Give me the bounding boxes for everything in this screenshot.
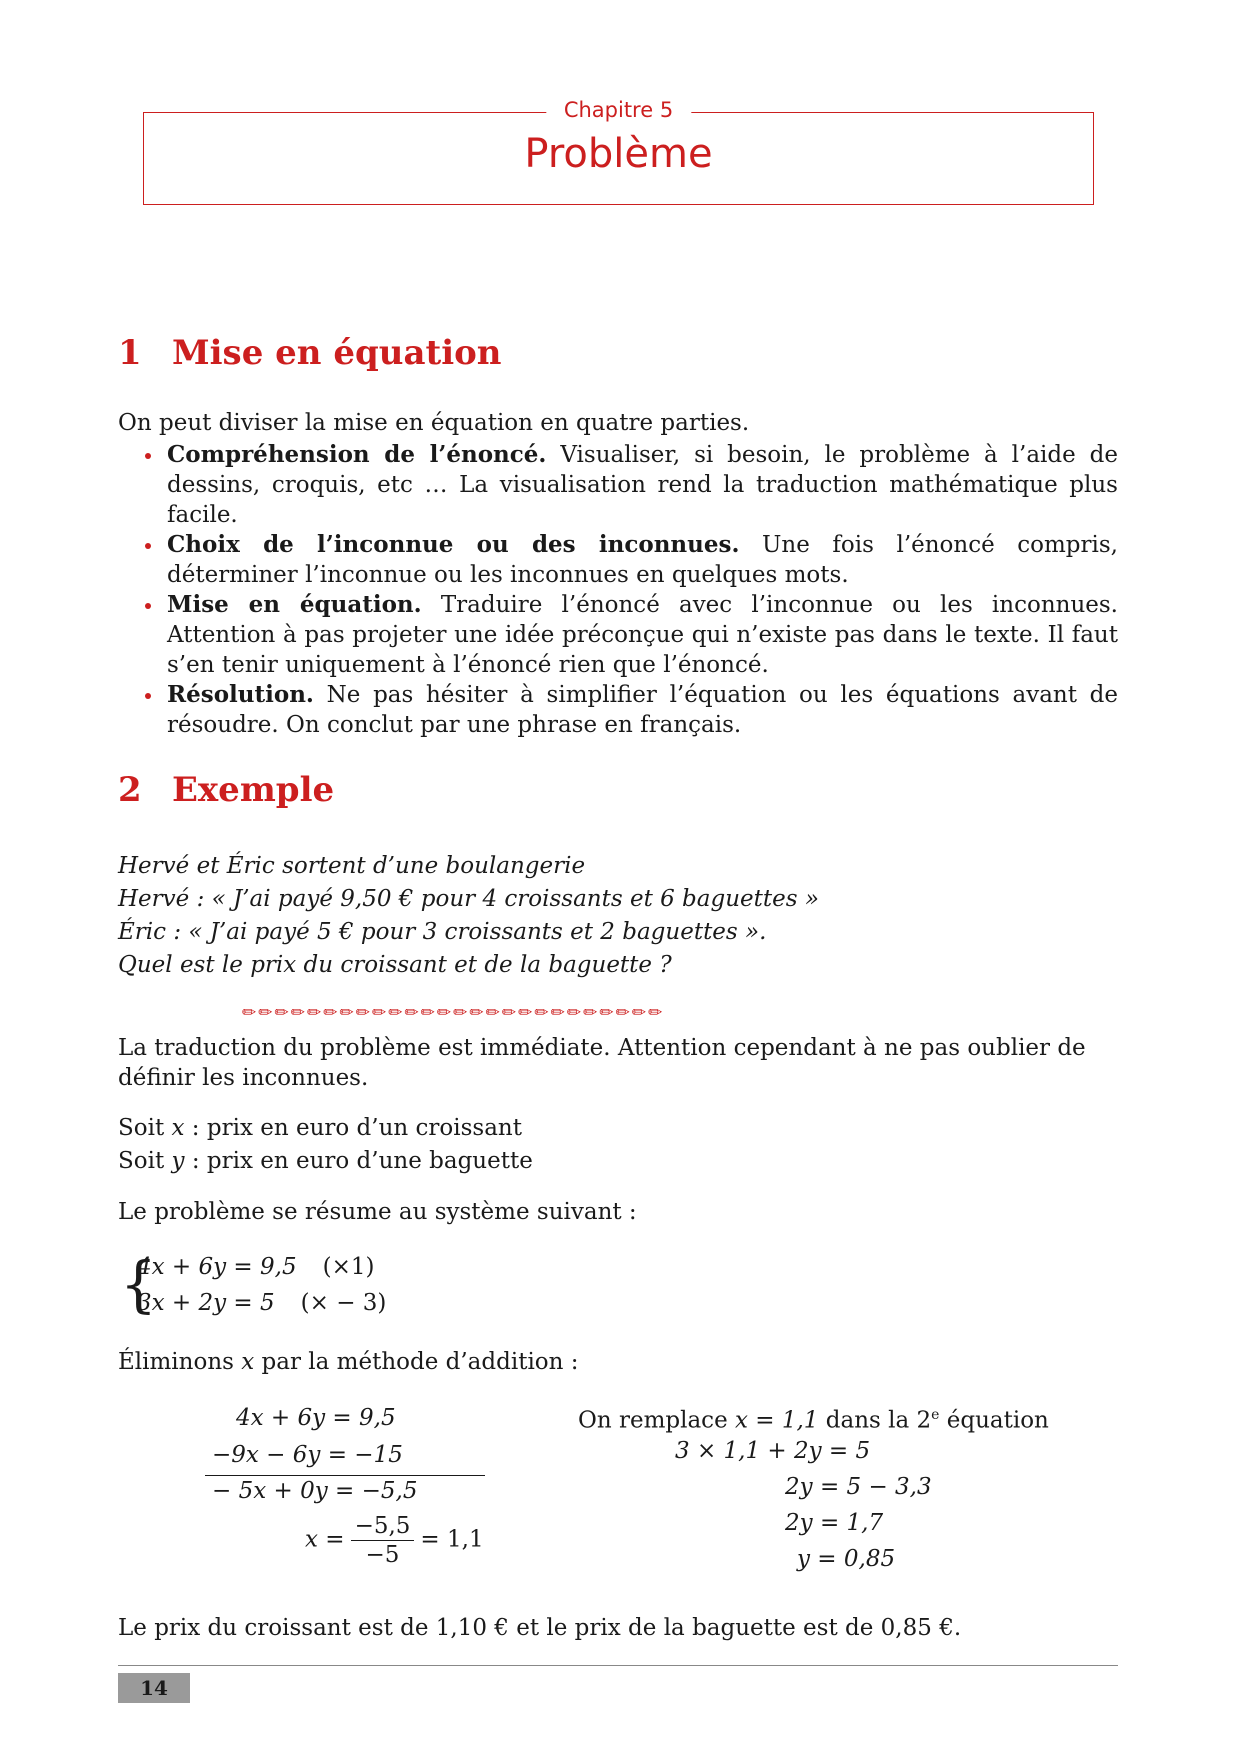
let-prefix: Soit	[118, 1148, 172, 1174]
var-x: x	[171, 1115, 185, 1141]
fraction	[351, 1512, 415, 1569]
chapter-label: Chapitre 5	[546, 98, 691, 122]
var-y: y	[171, 1148, 185, 1174]
x-rhs: = 1,1	[420, 1526, 484, 1553]
sub-equation: x = 1,1	[735, 1407, 819, 1434]
list-item-text: Visualiser, si besoin, le problème à l’aide de dessins, croquis, etc … La visualisation rend la traduction mathématique plus facile.	[167, 442, 1119, 528]
elim-prefix: Éliminons	[118, 1349, 242, 1375]
substitution-line-1: 3 × 1,1 + 2y = 5	[675, 1438, 871, 1464]
substitution-intro	[578, 1400, 1049, 1436]
x-solution	[305, 1512, 484, 1569]
statement-line: Hervé et Éric sortent d’une boulangerie	[118, 853, 586, 879]
list-item-term: Mise en équation.	[167, 591, 422, 618]
sub-prefix: On remplace	[578, 1407, 735, 1434]
page-number: 14	[118, 1673, 190, 1703]
addition-line-1: 4x + 6y = 9,5	[236, 1405, 396, 1431]
statement-line: Éric : « J’ai payé 5 € pour 3 croissants et 2 baguettes ».	[118, 919, 767, 945]
let-description: : prix en euro d’une baguette	[184, 1148, 533, 1174]
x-lhs: x =	[305, 1526, 345, 1553]
unknowns-definition	[118, 1112, 1118, 1178]
conclusion: Le prix du croissant est de 1,10 € et le prix de la baguette est de 0,85 €.	[118, 1615, 962, 1641]
elimination-intro	[118, 1347, 1118, 1377]
sub-suffix: équation	[939, 1407, 1049, 1434]
equation-1: 4x + 6y = 9,5	[137, 1254, 297, 1280]
system-brace: {	[120, 1248, 157, 1320]
list-item-term: Résolution.	[167, 681, 314, 708]
list-item-term: Choix de l’inconnue ou des inconnues.	[167, 531, 740, 558]
section-1-number: 1	[118, 333, 142, 373]
list-item	[167, 590, 1118, 680]
list-item	[167, 440, 1118, 530]
multiplier-2: (× − 3)	[300, 1290, 387, 1316]
elim-suffix: par la méthode d’addition :	[254, 1349, 579, 1375]
section-1-heading	[118, 333, 502, 373]
equation-2: 3x + 2y = 5	[137, 1290, 275, 1316]
unknown-y-line	[118, 1145, 1118, 1178]
section-1-title: Mise en équation	[172, 333, 502, 373]
section-1-intro: On peut diviser la mise en équation en quatre parties.	[118, 410, 750, 436]
let-description: : prix en euro d’un croissant	[184, 1115, 522, 1141]
list-item-text: Une fois l’énoncé compris, déterminer l’inconnue ou les inconnues en quelques mots.	[167, 532, 1118, 588]
let-prefix: Soit	[118, 1115, 172, 1141]
footer-rule	[118, 1665, 1118, 1666]
translation-paragraph: La traduction du problème est immédiate. Attention cependant à ne pas oublier de définir les inconnues.	[118, 1035, 1086, 1091]
section-2-number: 2	[118, 770, 142, 810]
list-item	[167, 680, 1118, 740]
statement-line: Quel est le prix du croissant et de la baguette ?	[118, 952, 672, 978]
unknown-x-line	[118, 1112, 1118, 1145]
list-item-term: Compréhension de l’énoncé.	[167, 441, 547, 468]
section-1-list	[167, 440, 1118, 740]
statement-line: Hervé : « J’ai payé 9,50 € pour 4 croissants et 6 baguettes »	[118, 886, 819, 912]
addition-line-3: − 5x + 0y = −5,5	[212, 1478, 418, 1504]
chapter-header-box	[143, 98, 1094, 205]
system-intro: Le problème se résume au système suivant :	[118, 1199, 637, 1225]
section-2-heading	[118, 770, 334, 810]
problem-statement	[118, 850, 1118, 982]
substitution-line-3: 2y = 1,7	[785, 1510, 884, 1536]
system-equation-1	[137, 1252, 374, 1282]
sub-superscript: e	[931, 1407, 940, 1423]
system-equation-2	[137, 1288, 386, 1318]
chapter-title: Problème	[524, 131, 713, 177]
substitution-line-2: 2y = 5 − 3,3	[785, 1474, 932, 1500]
list-item	[167, 530, 1118, 590]
pencil-divider: ✏✏✏✏✏✏✏✏✏✏✏✏✏✏✏✏✏✏✏✏✏✏✏✏✏✏	[242, 1003, 665, 1023]
multiplier-1: (×1)	[322, 1254, 375, 1280]
fraction-denominator: −5	[365, 1542, 400, 1568]
list-item-text: Ne pas hésiter à simplifier l’équation ou les équations avant de résoudre. On conclut par une phrase en français.	[167, 682, 1118, 738]
list-item-text: Traduire l’énoncé avec l’inconnue ou les inconnues. Attention à pas projeter une idée préconçue qui n’existe pas dans le texte. Il faut s’en tenir uniquement à l’énoncé rien que l’énoncé.	[167, 592, 1118, 678]
substitution-line-4: y = 0,85	[797, 1546, 896, 1572]
section-2-title: Exemple	[172, 770, 335, 810]
var-x: x	[241, 1349, 255, 1375]
sub-mid: dans la 2	[818, 1407, 932, 1434]
addition-line-2: −9x − 6y = −15	[212, 1442, 403, 1468]
fraction-numerator: −5,5	[351, 1512, 415, 1541]
